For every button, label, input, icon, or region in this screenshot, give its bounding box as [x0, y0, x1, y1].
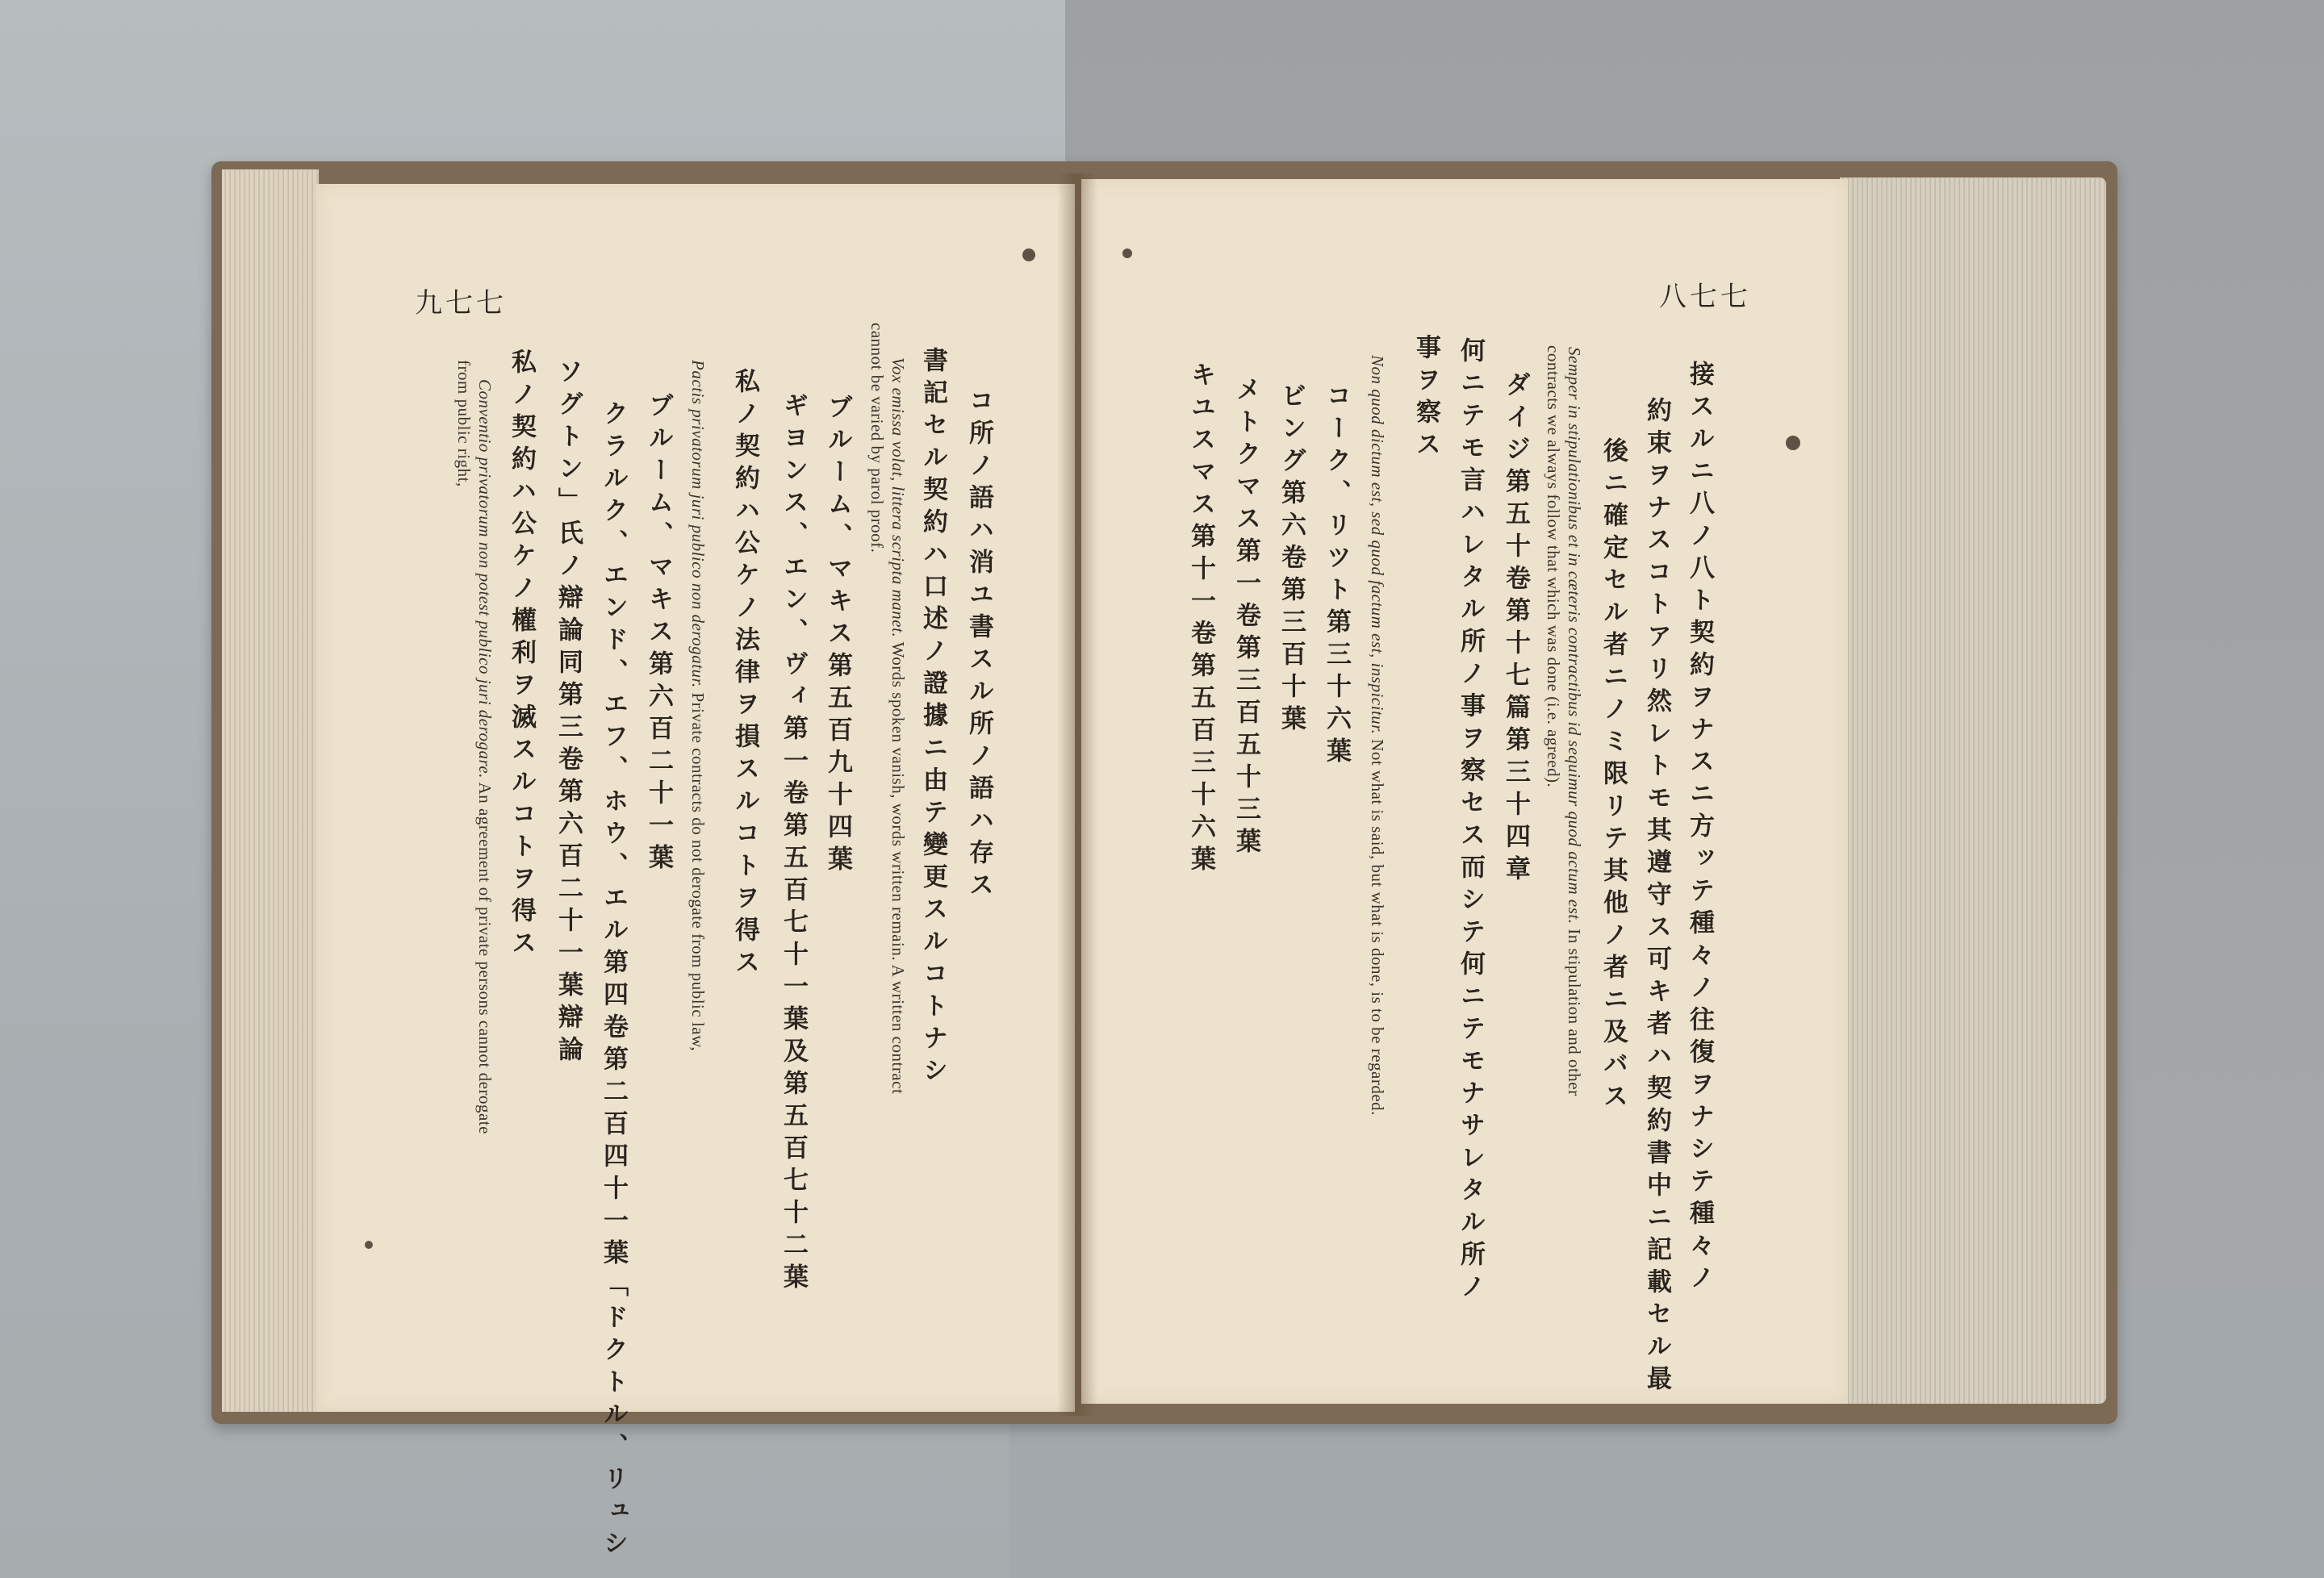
- binding-hole: [1122, 248, 1132, 258]
- latin-line: Vox emissa volat, littera scripta manet. Words spoken vanish, words written remain. A written contract: [888, 357, 908, 1095]
- page-number: 九七七: [415, 287, 507, 319]
- citation-line: キユスマス第十一卷第五百三十六葉: [1186, 361, 1215, 878]
- binding-hole: [1786, 436, 1800, 450]
- binding-hole: [365, 1241, 373, 1249]
- citation-line: クラルク、エンド、エフ、ホウ、エル第四卷第二百四十一葉「ドクトル、リュシ: [599, 400, 628, 1562]
- latin-line: Semper in stipulationibus et in cæteris contractibus id sequimur quod actum est. In stipulation and other: [1565, 347, 1584, 1096]
- latin-line: Pactis privatorum juri publico non derogatur. Private contracts do not derogate from public law,: [688, 360, 708, 1052]
- text-line: 約束ヲナスコトアリ然レトモ其遵守ス可キ者ハ契約書中ニ記載セル最: [1642, 397, 1671, 1397]
- right-page: [1081, 179, 1848, 1404]
- citation-line: ダイジ第五十卷第十七篇第三十四章: [1501, 371, 1530, 887]
- text-line: コ所ノ語ハ消ユ書スル所ノ語ハ存ス: [964, 387, 993, 904]
- citation-line: コーク、リツト第三十六葉: [1322, 382, 1351, 770]
- english-line: cannot be varied by parol proof.: [867, 323, 887, 553]
- page-number: 八七七: [1659, 281, 1751, 313]
- citation-line: ブルーム、マキス第六百二十一葉: [644, 392, 673, 876]
- text-line: 何ニテモ言ハレタル所ノ事ヲ察セス而シテ何ニテモナサレタル所ノ: [1456, 337, 1485, 1305]
- english-line: from public right,: [454, 360, 474, 487]
- text-line: 後ニ確定セル者ニノミ限リテ其他ノ者ニ及バス: [1599, 437, 1628, 1115]
- citation-line: ソグトン」氏ノ辯論同第三卷第六百二十一葉辯論: [554, 358, 583, 1068]
- latin-line: Non quod dictum est, sed quod factum est, inspicitur. Not what is said, but what is done, is to be regarded.: [1368, 355, 1387, 1116]
- text-line: 私ノ契約ハ公ケノ權利ヲ滅スルコトヲ得ス: [507, 349, 536, 962]
- text-line: 接スルニ八ノ八ト契約ヲナスニ方ッテ種々ノ往復ヲナシテ種々ノ: [1685, 361, 1714, 1296]
- citation-line: ブルーム、マキス第五百九十四葉: [823, 394, 852, 878]
- citation-line: ビング第六卷第三百十葉: [1277, 382, 1306, 737]
- citation-line: メトクマス第一卷第三百五十三葉: [1231, 376, 1260, 860]
- latin-line: Conventio privatorum non potest publico juri derogare. An agreement of private persons cannot derogate: [475, 379, 495, 1134]
- left-page-edges: [222, 169, 319, 1412]
- binding-hole: [1022, 248, 1035, 261]
- left-page: [316, 184, 1075, 1562]
- text-line: 書記セル契約ハ口述ノ證據ニ由テ變更スルコトナシ: [918, 347, 947, 1089]
- text-line: 事ヲ察ス: [1411, 334, 1440, 463]
- english-line: contracts we always follow that which was done (i.e. agreed).: [1544, 345, 1563, 788]
- right-page-edges: [1840, 177, 2106, 1404]
- text-line: 私ノ契約ハ公ケノ法律ヲ損スルコトヲ得ス: [730, 368, 759, 981]
- book-gutter: [1057, 173, 1097, 1416]
- citation-line: ギヨンス、エン、ヴィ第一卷第五百七十一葉及第五百七十二葉: [779, 392, 808, 1296]
